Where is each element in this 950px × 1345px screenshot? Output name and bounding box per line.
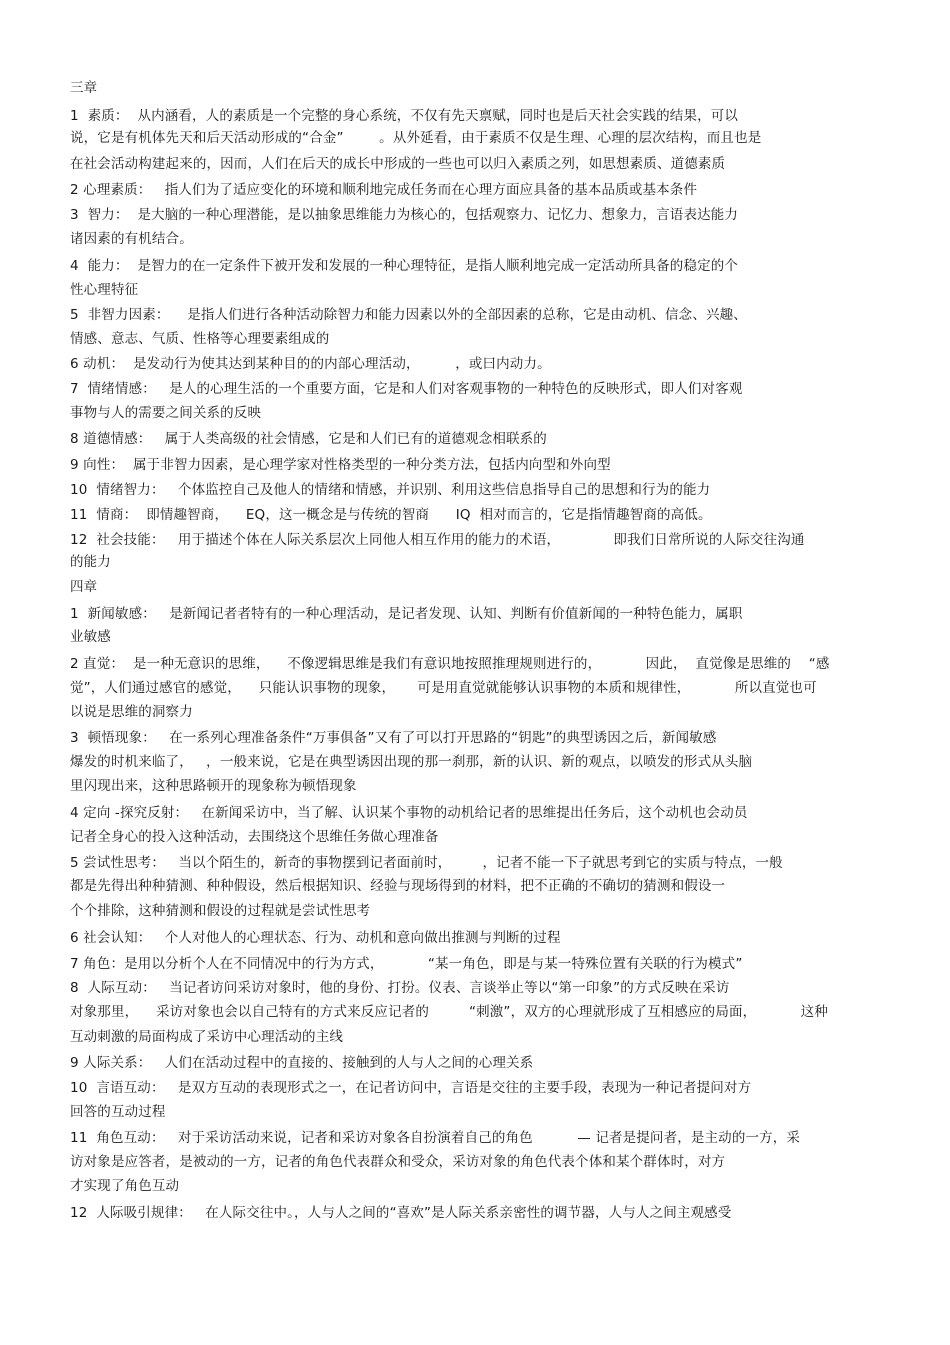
text-line: 5 非智力因素： 是指人们进行各种活动除智力和能力因素以外的全部因素的总称，它是由动机、信念、兴趣、 xyxy=(70,307,747,323)
text-line: 7 角色：是用以分析个人在不同情况中的行为方式， “某一角色，即是与某一特殊位置有关联的行为模式” xyxy=(70,956,743,972)
text-line: 4 定向 -探究反射： 在新闻采访中，当了解、认识某个事物的动机给记者的思维提出任务后，这个动机也会动员 xyxy=(70,805,748,821)
text-line: 诸因素的有机结合。 xyxy=(70,231,193,247)
text-line: 1 新闻敏感： 是新闻记者者特有的一种心理活动，是记者发现、认知、判断有价值新闻的一种特色能力，属职 xyxy=(70,606,743,622)
text-line: 12 社会技能： 用于描述个体在人际关系层次上同他人相互作用的能力的术语， 即我们日常所说的人际交往沟通 xyxy=(70,532,805,548)
text-line: 11 角色互动： 对于采访活动来说，记者和采访对象各自扮演着自己的角色 — 记者是提问者，是主动的一方，采 xyxy=(70,1130,801,1146)
text-line: 对象那里， 采访对象也会以自己特有的方式来反应记者的 “刺激”，双方的心理就形成了互相感应的局面， 这种 xyxy=(70,1004,828,1020)
text-line: 在社会活动构建起来的，因而，人们在后天的成长中形成的一些也可以归入素质之列，如思想素质、道德素质 xyxy=(70,156,726,172)
text-line: 7 情绪情感： 是人的心理生活的一个重要方面，它是和人们对客观事物的一种特色的反映形式，即人们对客观 xyxy=(70,381,743,397)
text-line: 个个排除，这种猜测和假设的过程就是尝试性思考 xyxy=(70,903,371,919)
text-line: 11 情商： 即情趣智商， EQ，这一概念是与传统的智商 IQ 相对而言的，它是指情趣智商的高低。 xyxy=(70,507,712,523)
text-line: 10 言语互动： 是双方互动的表现形式之一，在记者访问中，言语是交往的主要手段，表现为一种记者提问对方 xyxy=(70,1080,752,1096)
text-line: 2 心理素质： 指人们为了适应变化的环境和顺利地完成任务而在心理方面应具备的基本品质或基本条件 xyxy=(70,182,698,198)
text-line: 回答的互动过程 xyxy=(70,1104,166,1120)
text-line: 5 尝试性思考： 当以个陌生的，新奇的事物摆到记者面前时， ，记者不能一下子就思考到它的实质与特点，一般 xyxy=(70,855,783,871)
text-line: 性心理特征 xyxy=(70,282,139,298)
chapter-heading-3: 三章 xyxy=(70,80,98,96)
text-line: 情感、意志、气质、性格等心理要素组成的 xyxy=(70,331,330,347)
text-line: 访对象是应答者，是被动的一方，记者的角色代表群众和受众，采访对象的角色代表个体和某个群体时，对方 xyxy=(70,1154,726,1170)
text-line: 以说是思维的洞察力 xyxy=(70,704,193,720)
text-line: 都是先得出种种猜测、种种假设，然后根据知识、经验与现场得到的材料，把不正确的不确切的猜测和假设一 xyxy=(70,878,726,894)
text-line: 6 社会认知： 个人对他人的心理状态、行为、动机和意向做出推测与判断的过程 xyxy=(70,930,561,946)
text-line: 互动刺激的局面构成了采访中心理活动的主线 xyxy=(70,1029,343,1045)
text-line: 爆发的时机来临了， ，一般来说，它是在典型诱因出现的那一刹那，新的认识、新的观点，以喷发的形式从头脑 xyxy=(70,754,753,770)
text-line: 8 人际互动： 当记者访问采访对象时，他的身份、打扮。仪表、言谈举止等以“第一印象”的方式反映在采访 xyxy=(70,980,730,996)
text-line: 觉”，人们通过感官的感觉， 只能认识事物的现象， 可是用直觉就能够认识事物的本质和规律性， 所以直觉也可 xyxy=(70,680,817,696)
text-line: 记者全身心的投入这种活动，去围绕这个思维任务做心理准备 xyxy=(70,829,439,845)
text-line: 9 人际关系： 人们在活动过程中的直接的、接触到的人与人之间的心理关系 xyxy=(70,1055,534,1071)
text-line: 里闪现出来，这种思路顿开的现象称为顿悟现象 xyxy=(70,778,357,794)
text-line: 才实现了角色互动 xyxy=(70,1178,180,1194)
text-line: 3 智力： 是大脑的一种心理潜能，是以抽象思维能力为核心的，包括观察力、记忆力、想象力，言语表达能力 xyxy=(70,207,739,223)
text-line: 6 动机： 是发动行为使其达到某种目的的内部心理活动， ，或曰内动力。 xyxy=(70,356,551,372)
text-line: 说，它是有机体先天和后天活动形成的“合金” 。从外延看，由于素质不仅是生理、心理的层次结构，而且也是 xyxy=(70,130,762,146)
text-line: 4 能力： 是智力的在一定条件下被开发和发展的一种心理特征，是指人顺利地完成一定活动所具备的稳定的个 xyxy=(70,258,739,274)
text-line: 9 向性： 属于非智力因素，是心理学家对性格类型的一种分类方法，包括内向型和外向型 xyxy=(70,457,611,473)
chapter-heading-4: 四章 xyxy=(70,579,98,595)
text-line: 3 顿悟现象： 在一系列心理准备条件“万事俱备”又有了可以打开思路的“钥匙”的典型诱因之后，新闻敏感 xyxy=(70,730,717,746)
text-line: 8 道德情感： 属于人类高级的社会情感，它是和人们已有的道德观念相联系的 xyxy=(70,431,547,447)
text-line: 1 素质： 从内涵看，人的素质是一个完整的身心系统，不仅有先天禀赋，同时也是后天社会实践的结果，可以 xyxy=(70,108,739,124)
text-line: 12 人际吸引规律： 在人际交往中。，人与人之间的“喜欢”是人际关系亲密性的调节器，人与人之间主观感受 xyxy=(70,1205,732,1221)
text-line: 业敏感 xyxy=(70,629,111,645)
text-line: 10 情绪智力： 个体监控自己及他人的情绪和情感，并识别、利用这些信息指导自己的思想和行为的能力 xyxy=(70,482,711,498)
text-line: 2 直觉： 是一种无意识的思维， 不像逻辑思维是我们有意识地按照推理规则进行的， 因此， 直觉像是思维的 “感 xyxy=(70,656,830,672)
text-line: 的能力 xyxy=(70,554,111,570)
text-line: 事物与人的需要之间关系的反映 xyxy=(70,405,262,421)
